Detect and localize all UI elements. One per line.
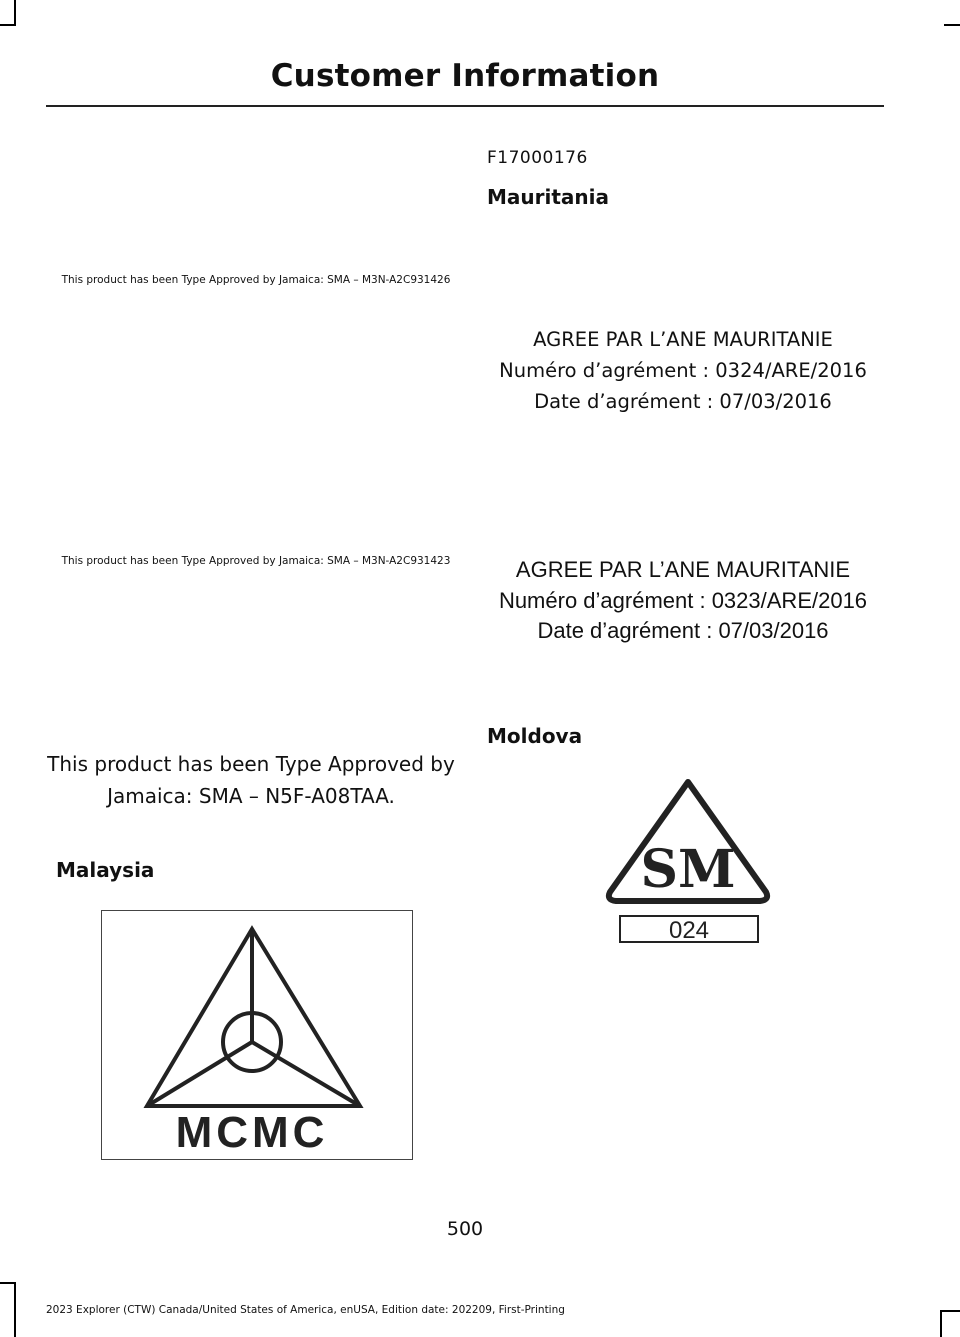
header-divider — [46, 105, 884, 107]
mauritania-approval-1-line-1: AGREE PAR L’ANE MAURITANIE — [533, 328, 833, 351]
section-heading-moldova: Moldova — [487, 724, 583, 748]
mauritania-approval-2-line-2: Numéro d’agrément : 0323/ARE/2016 — [498, 587, 868, 613]
jamaica-approval-text-1: This product has been Type Approved by Jamaica: SMA – M3N-A2C931426 — [61, 274, 451, 286]
crop-mark-bottom-right-horizontal — [940, 1310, 960, 1312]
sm-conformity-graphic — [598, 770, 778, 955]
mcmc-logo-graphic — [102, 911, 412, 1159]
mauritania-approval-2-line-3: Date d’agrément : 07/03/2016 — [537, 618, 829, 643]
sm-conformity-mark-icon — [598, 770, 778, 955]
footer-edition-text: 2023 Explorer (CTW) Canada/United States of America, enUSA, Edition date: 202209, First-Printing — [46, 1304, 565, 1316]
mauritania-approval-1-line-3: Date d’agrément : 07/03/2016 — [534, 390, 832, 413]
crop-mark-bottom-right-vertical — [940, 1310, 942, 1337]
mcmc-logo-icon — [101, 910, 413, 1160]
jamaica-approval-text-large — [41, 748, 461, 812]
section-heading-malaysia: Malaysia — [56, 858, 155, 882]
crop-mark-top-right-horizontal — [944, 24, 960, 26]
section-heading-mauritania: Mauritania — [487, 185, 610, 209]
mauritania-approval-block-2 — [478, 555, 888, 647]
crop-mark-top-left-vertical — [14, 0, 16, 26]
figure-id: F17000176 — [487, 148, 588, 168]
sm-mark-number: 024 — [668, 917, 710, 944]
crop-mark-bottom-left-vertical — [14, 1282, 16, 1337]
sm-mark-text: SM — [640, 839, 736, 900]
page-number: 500 — [446, 1218, 484, 1240]
jamaica-approval-line-1: This product has been Type Approved by — [47, 752, 455, 776]
jamaica-approval-line-2: Jamaica: SMA – N5F-A08TAA. — [107, 784, 395, 808]
jamaica-approval-text-2: This product has been Type Approved by Jamaica: SMA – M3N-A2C931423 — [61, 555, 451, 567]
page-title: Customer Information — [270, 58, 660, 94]
mauritania-approval-block-1 — [478, 324, 888, 417]
crop-mark-bottom-left-horizontal — [0, 1282, 16, 1284]
crop-mark-top-left-horizontal — [0, 24, 16, 26]
mcmc-logo-text: MCMC — [175, 1108, 329, 1157]
mauritania-approval-1-line-2: Numéro d’agrément : 0324/ARE/2016 — [499, 359, 867, 382]
mauritania-approval-2-line-1: AGREE PAR L’ANE MAURITANIE — [515, 557, 851, 582]
